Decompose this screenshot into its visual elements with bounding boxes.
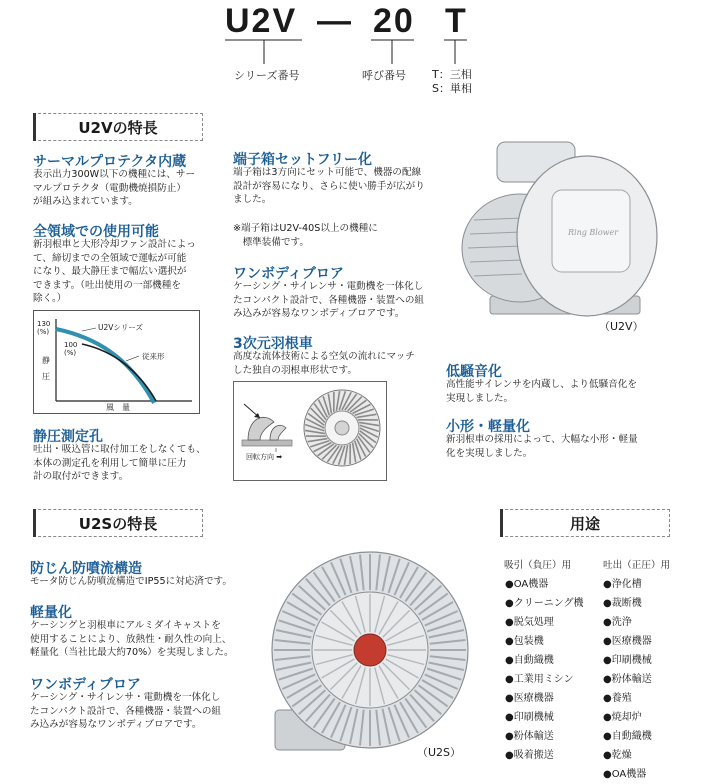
graph-y-label-2: 圧 bbox=[42, 371, 50, 382]
list-item: ●粉体輸送 bbox=[505, 727, 584, 746]
terminal-box-note: ※端子箱はU2V-40S以上の機種に 標準装備です。 bbox=[233, 222, 378, 249]
u2v-product-image bbox=[452, 130, 672, 330]
list-item: ●乾燥 bbox=[603, 746, 652, 765]
list-item: ●養殖 bbox=[603, 689, 652, 708]
uses-discharge-header: 吐出（正圧）用 bbox=[603, 557, 670, 571]
u2v-features-title: U2Vの特長 bbox=[33, 113, 203, 141]
list-item: ●自動織機 bbox=[603, 727, 652, 746]
graph-y-label-1: 静 bbox=[42, 355, 50, 366]
list-item: ●印刷機械 bbox=[603, 651, 652, 670]
list-item: ●焼却炉 bbox=[603, 708, 652, 727]
impeller-wheel bbox=[304, 390, 380, 466]
u2s-product-label: （U2S） bbox=[417, 744, 461, 760]
feature-text-low-noise: 高性能サイレンサを内蔵し、より低騒音化を 実現しました。 bbox=[446, 378, 637, 405]
u2v-brand: Ring Blower bbox=[567, 228, 619, 237]
feature-text-terminal-box: 端子箱は3方向にセット可能で、機器の配線 設計が容易になり、さらに使い勝手が広がり ました。 bbox=[233, 166, 425, 207]
u2s-product-image bbox=[255, 540, 475, 765]
blade-base bbox=[242, 440, 292, 446]
u2s-heading-lightweight: 軽量化 bbox=[30, 602, 72, 622]
model-series: U2V bbox=[225, 2, 297, 41]
u2v-product-label: （U2V） bbox=[599, 318, 644, 334]
u2s-text-dustproof: モータ防じん防噴流構造でIP55に対応済です。 bbox=[30, 575, 232, 589]
model-dash: — bbox=[317, 2, 353, 41]
feature-text-full-range: 新羽根車と大形冷却ファン設計によっ て、締切までの全領域で運転が可能 になり、最大静圧まで幅広い選択が できます。（吐出使用の一部機種を 除く。） bbox=[33, 238, 196, 306]
list-item: ●洗浄 bbox=[603, 613, 652, 632]
graph-legend-u2v: U2Vシリーズ bbox=[98, 322, 143, 333]
u2s-heading-dustproof: 防じん防噴流構造 bbox=[30, 558, 142, 578]
feature-heading-compact: 小形・軽量化 bbox=[446, 416, 530, 436]
list-item: ●粉体輸送 bbox=[603, 670, 652, 689]
model-code-leaders bbox=[0, 0, 716, 100]
list-item: ●OA機器 bbox=[505, 575, 584, 594]
list-item: ●脱気処理 bbox=[505, 613, 584, 632]
list-item: ●OA機器 bbox=[603, 765, 652, 784]
feature-text-thermal: 表示出力300W以下の機種には、サー マルプロテクタ（電動機焼損防止） が組み込まれています。 bbox=[33, 168, 195, 209]
feature-heading-terminal-box: 端子箱セットフリー化 bbox=[233, 149, 372, 169]
impeller-svg bbox=[234, 382, 386, 480]
list-item: ●印刷機械 bbox=[505, 708, 584, 727]
u2s-text-one-body: ケーシング・サイレンサ・電動機を一体化し たコンパクト設計で、各種機器・装置への組 み込みが容易なワンボディブロアです。 bbox=[30, 691, 221, 732]
feature-heading-pressure-port: 静圧測定孔 bbox=[33, 426, 103, 446]
list-item: ●医療機器 bbox=[505, 689, 584, 708]
feature-heading-low-noise: 低騒音化 bbox=[446, 361, 502, 381]
list-item: ●医療機器 bbox=[603, 632, 652, 651]
phase-three-label: T：三相 bbox=[432, 66, 472, 82]
u2s-badge bbox=[354, 634, 386, 666]
feature-heading-one-body: ワンボディブロア bbox=[233, 263, 344, 283]
graph-y-top: 130 (%) bbox=[37, 320, 50, 336]
u2s-text-lightweight: ケーシングと羽根車にアルミダイキャストを 使用することにより、放熱性・耐久性の向上、 軽量化（当社比最大約70%）を実現しました。 bbox=[30, 619, 234, 660]
feature-text-pressure-port: 吐出・吸込管に取付加工をしなくても、 本体の測定孔を利用して簡単に圧力 計の取付ができます。 bbox=[33, 443, 206, 484]
feature-heading-3d-impeller: 3次元羽根車 bbox=[233, 333, 313, 353]
feature-text-compact: 新羽根車の採用によって、大幅な小形・軽量 化を実現しました。 bbox=[446, 433, 638, 460]
uses-title: 用途 bbox=[500, 509, 670, 537]
model-number: 20 bbox=[373, 2, 415, 41]
performance-graph bbox=[33, 310, 200, 414]
feature-heading-full-range: 全領域での使用可能 bbox=[33, 221, 159, 241]
graph-x-label: 風 量 bbox=[106, 402, 130, 413]
list-item: ●裁断機 bbox=[603, 594, 652, 613]
u2s-features-title: U2Sの特長 bbox=[33, 509, 203, 537]
list-item: ●工業用ミシン bbox=[505, 670, 584, 689]
rotation-direction-label: 回転方向 ➡ bbox=[246, 452, 282, 462]
feature-heading-thermal: サーマルプロテクタ内蔵 bbox=[33, 151, 186, 171]
graph-y-mid: 100 (%) bbox=[64, 341, 77, 357]
graph-legend-conventional: 従来形 bbox=[142, 351, 165, 362]
list-item: ●自動織機 bbox=[505, 651, 584, 670]
u2s-heading-one-body: ワンボディブロア bbox=[30, 674, 141, 694]
feature-text-one-body: ケーシング・サイレンサ・電動機を一体化し たコンパクト設計で、各種機器・装置への組 み込みが容易なワンボディブロアです。 bbox=[233, 280, 424, 321]
uses-discharge-list bbox=[603, 575, 652, 784]
u2s-body bbox=[272, 552, 468, 748]
impeller-illustration bbox=[233, 381, 387, 481]
list-item: ●吸着搬送 bbox=[505, 746, 584, 765]
model-phase: T bbox=[445, 2, 468, 41]
uses-suction-list bbox=[505, 575, 584, 765]
series-number-label: シリーズ番号 bbox=[234, 67, 299, 83]
uses-suction-header: 吸引（負圧）用 bbox=[504, 557, 571, 571]
nominal-number-label: 呼び番号 bbox=[362, 67, 406, 83]
phase-single-label: S：単相 bbox=[432, 80, 472, 96]
list-item: ●浄化槽 bbox=[603, 575, 652, 594]
feature-text-3d-impeller: 高度な流体技術による空気の流れにマッチ した独自の羽根車形状です。 bbox=[233, 350, 415, 377]
list-item: ●クリーニング機 bbox=[505, 594, 584, 613]
list-item: ●包装機 bbox=[505, 632, 584, 651]
